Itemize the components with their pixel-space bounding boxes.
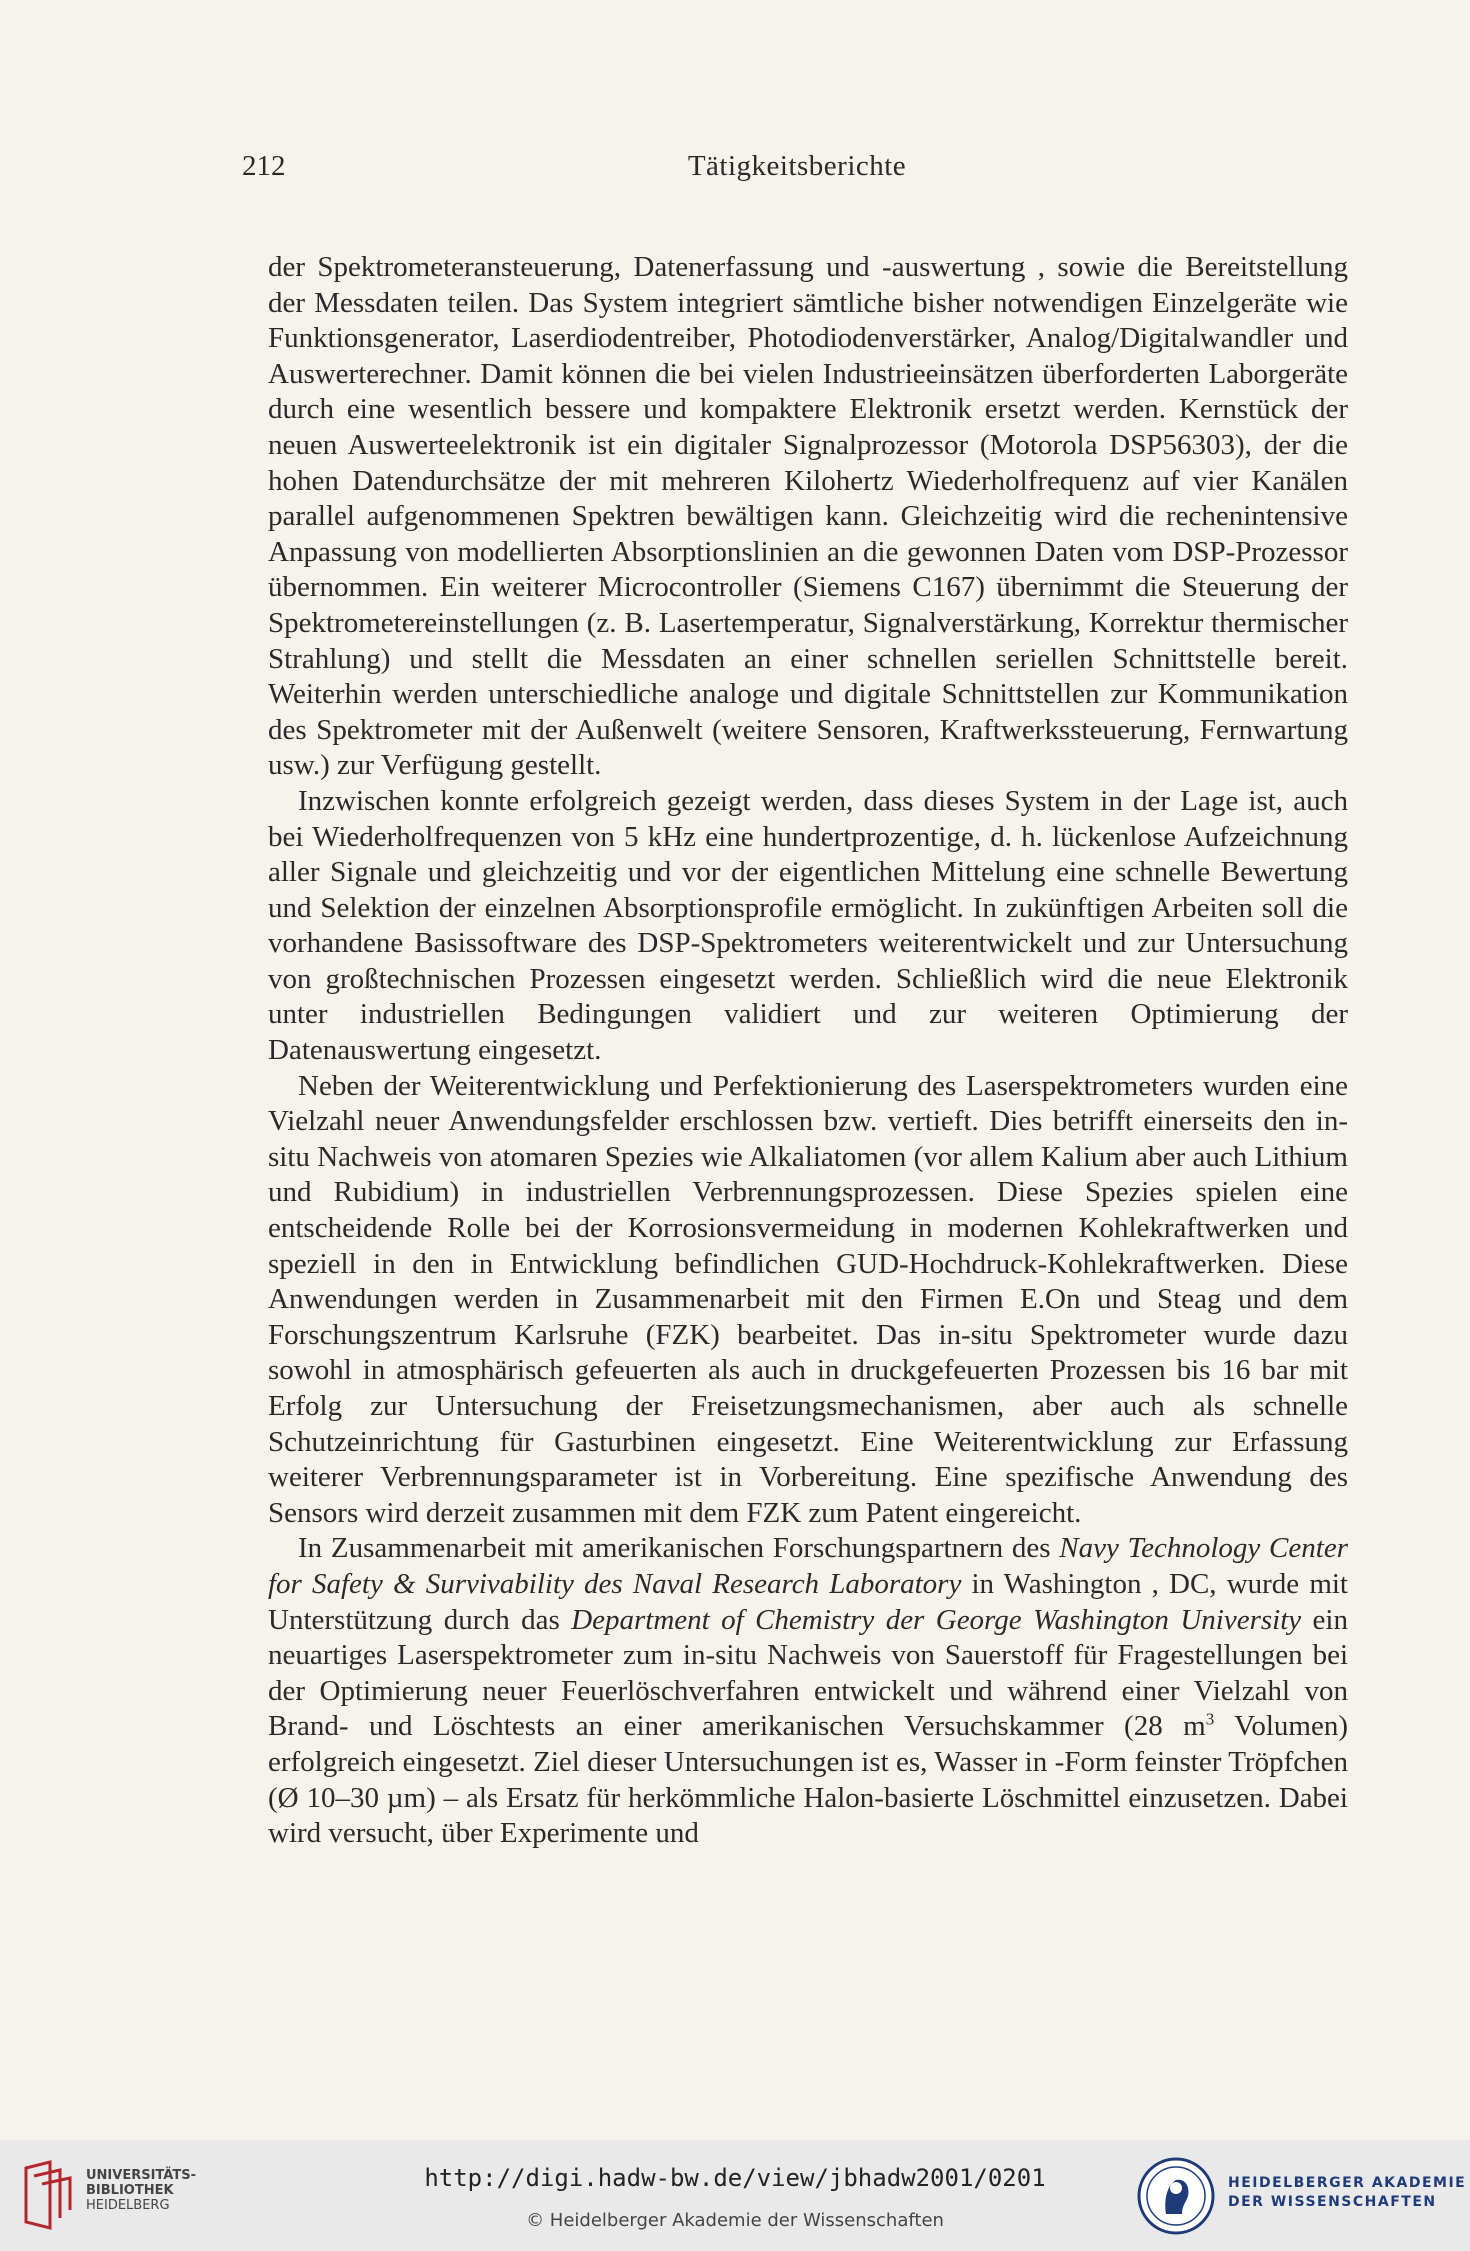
academy-name-line: DER WISSENSCHAFTEN — [1228, 2194, 1437, 2210]
library-name-line: UNIVERSITÄTS- — [86, 2168, 196, 2183]
paragraph-3: Neben der Weiterentwicklung und Perfektionierung des Laserspektrometers wurden eine Vielzahl neuer Anwendungsfelder erschlossen bzw. vertieft. Dies betrifft einerseits den in-situ Nachweis von atomaren Spezies wie Alkaliatomen (vor allem Kalium aber auch Lithium und Rubidium) in industriellen Verbrennungsprozessen. Diese Spezies spielen eine entscheidende Rolle bei der Korrosionsvermeidung in modernen Kohlekraftwerken und speziell in den in Entwicklung befindlichen GUD-Hochdruck-Kohlekraftwerken. Diese Anwendungen werden in Zusammenarbeit mit den Firmen E.On und Steag und dem Forschungszentrum Karlsruhe (FZK) bearbeitet. Das in-situ Spektrometer wurde dazu sowohl in atmosphärisch gefeuerten als auch in druckgefeuerten Prozessen bis 16 bar mit Erfolg zur Untersuchung der Freisetzungsmechanismen, aber auch als schnelle Schutzeinrichtung für Gasturbinen eingesetzt. Eine Weiterentwicklung zur Erfassung weiterer Verbrennungsparameter ist in Vorbereitung. Eine spezifische Anwendung des Sensors wird derzeit zusammen mit dem FZK zum Patent eingereicht. — [268, 1069, 1348, 1529]
paragraph-4-text: in Washington , DC, wurde mit Unterstützung durch das — [268, 1567, 1348, 1636]
academy-seal-icon — [1136, 2156, 1216, 2236]
paragraph-2: Inzwischen konnte erfolgreich gezeigt werden, dass dieses System in der Lage ist, auch bei Wiederholfrequenzen von 5 kHz eine hundertprozentige, d. h. lückenlose Aufzeichnung aller Signale und gleichzeitig und vor der eigentlichen Mittelung eine schnelle Bewertung und Selektion der einzelnen Absorptionsprofile ermöglicht. In zukünftigen Arbeiten soll die vorhandene Basissoftware des DSP-Spektrometers weiterentwickelt und zur Untersuchung von großtechnischen Prozessen eingesetzt werden. Schließlich wird die neue Elektronik unter industriellen Bedingungen validiert und zur weiteren Optimierung der Datenauswertung eingesetzt. — [268, 784, 1348, 1067]
running-head — [242, 150, 1352, 190]
academy-name — [1228, 2174, 1466, 2212]
copyright-notice: © Heidelberger Akademie der Wissenschaften — [526, 2210, 944, 2231]
department-name: Department of Chemistry der George Washington University — [571, 1603, 1302, 1636]
paragraph-1: der Spektrometeransteuerung, Datenerfassung und -auswertung , sowie die Bereitstellung der Messdaten teilen. Das System integriert sämtliche bisher notwendigen Einzelgeräte wie Funktionsgenerator, Laserdiodentreiber, Photodiodenverstärker, Analog/Digitalwandler und Auswerterechner. Damit können die bei vielen Industrieeinsätzen überforderten Laborgeräte durch eine wesentlich bessere und kompaktere Elektronik ersetzt werden. Kernstück der neuen Auswerteelektronik ist ein digitaler Signalprozessor (Motorola DSP56303), der die hohen Datendurchsätze der mit mehreren Kilohertz Wiederholfrequenz auf vier Kanälen parallel aufgenommenen Spektren bewältigen kann. Gleichzeitig wird die rechenintensive Anpassung von modellierten Absorptionslinien an die gewonnen Daten vom DSP-Prozessor übernommen. Ein weiterer Microcontroller (Siemens C167) übernimmt die Steuerung der Spektrometereinstellungen (z. B. Lasertemperatur, Signalverstärkung, Korrektur thermischer Strahlung) und stellt die Messdaten an einer schnellen seriellen Schnittstelle bereit. Weiterhin werden unterschiedliche analoge und digitale Schnittstellen zur Kommunikation des Spektrometer mit der Außenwelt (weitere Sensoren, Kraftwerkssteuerung, Fernwartung usw.) zur Verfügung gestellt. — [268, 251, 1348, 782]
permalink[interactable]: http://digi.hadw-bw.de/view/jbhadw2001/0201 — [424, 2164, 1046, 2192]
paragraph-4-text: Volumen) erfolgreich eingesetzt. Ziel dieser Untersuchungen ist es, Wasser in -Form feinster Tröpfchen (Ø 10–30 µm) – als Ersatz für herkömmliche Halon-basierte Löschmittel einzusetzen. Dabei wird versucht, über Experimente und — [268, 1710, 1349, 1850]
page-number: 212 — [242, 150, 286, 182]
library-name-line: HEIDELBERG — [86, 2198, 170, 2213]
academy-name-line: HEIDELBERGER AKADEMIE — [1228, 2175, 1467, 2191]
paragraph-4-text: ein neuartiges Laserspektrometer zum in-situ Nachweis von Sauerstoff für Fragestellungen bei der Optimierung neuer Feuerlöschverfahren entwickelt und während einer Vielzahl von Brand- und Löschtests an einer amerikanischen Versuchskammer (28 m — [268, 1603, 1348, 1743]
superscript: 3 — [1205, 1709, 1215, 1729]
running-title: Tätigkeitsberichte — [687, 150, 907, 182]
paragraph-4-text: In Zusammenarbeit mit amerikanischen Forschungspartnern des — [298, 1532, 1060, 1565]
paragraph-4 — [268, 1531, 1348, 1851]
viewer-footer — [0, 2140, 1470, 2251]
library-name-line: BIBLIOTHEK — [86, 2183, 174, 2198]
body-text — [268, 250, 1348, 1852]
institution-name: Navy Technology Center for Safety & Survivability des Naval Research Laboratory — [268, 1532, 1348, 1600]
